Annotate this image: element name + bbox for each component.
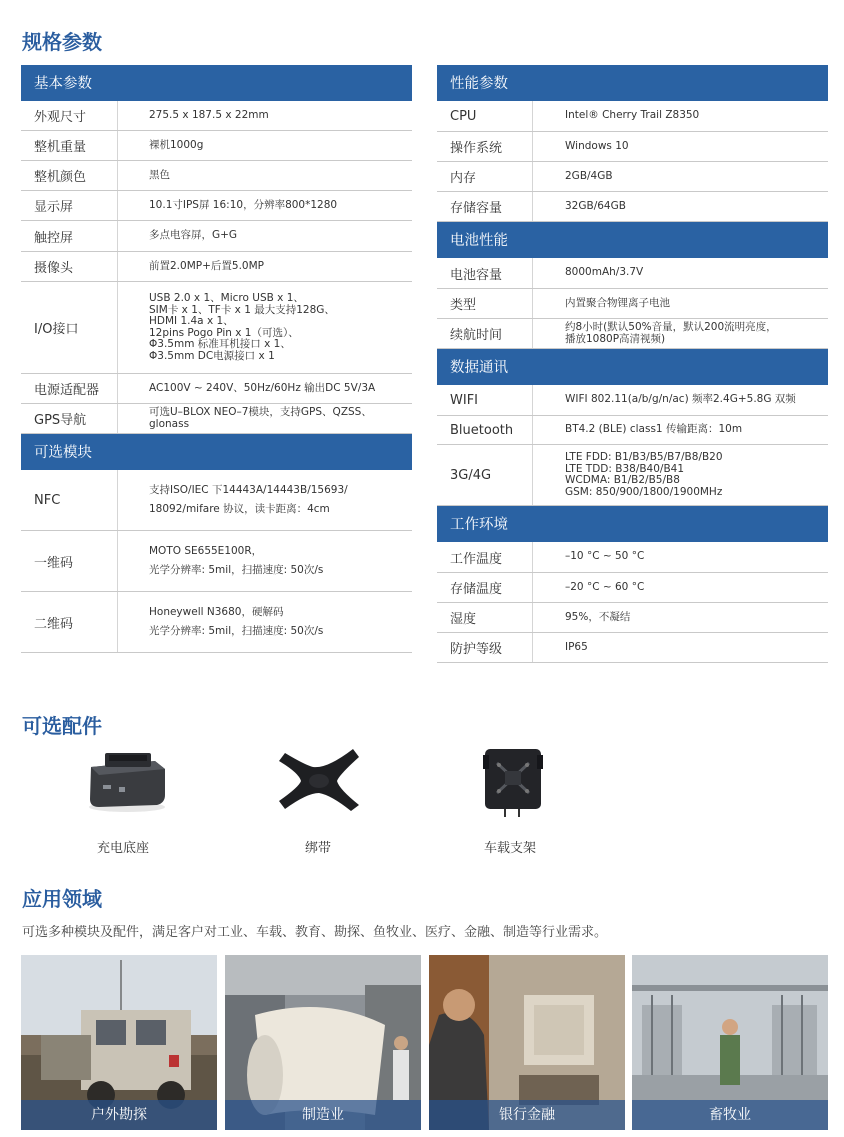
spec-value: 约8小时(默认50%音量，默认200流明亮度， 播放1080P高清视频) [565,321,777,345]
applications-title: 应用领域 [22,887,102,911]
spec-value: 32GB/64GB [565,199,626,212]
spec-key: 整机重量 [21,131,118,160]
spec-row [21,404,412,434]
spec-row [21,252,412,282]
spec-value: 前置2.0MP+后置5.0MP [149,259,264,272]
spec-key: 防护等级 [437,633,533,662]
spec-row [21,592,412,653]
spec-key: NFC [21,470,118,530]
spec-row [437,573,828,603]
spec-row [437,416,828,445]
spec-key: 电源适配器 [21,374,118,403]
page-title: 规格参数 [22,30,102,54]
spec-value: 内置聚合物锂离子电池 [565,296,670,309]
basic-params-table [21,101,412,434]
spec-row [437,192,828,222]
spec-value: 支持ISO/IEC 下14443A/14443B/15693/ 18092/mifare 协议，读卡距离：4cm [149,484,348,515]
spec-row [437,162,828,192]
spec-key: 摄像头 [21,252,118,281]
spec-row [437,258,828,289]
spec-value: 2GB/4GB [565,169,613,182]
spec-key: I/O接口 [21,282,118,373]
spec-key: 存储温度 [437,573,533,602]
spec-value: Windows 10 [565,139,629,152]
application-label: 制造业 [225,1100,421,1130]
spec-value: 8000mAh/3.7V [565,266,644,279]
accessory-charging-dock [85,745,170,856]
comms-table [437,385,828,506]
spec-row [437,385,828,416]
optional-modules-table [21,470,412,653]
applications-description: 可选多种模块及配件，满足客户对工业、车载、教育、勘探、鱼牧业、医疗、金融、制造等行业需求。 [22,925,608,940]
spec-key: 显示屏 [21,191,118,220]
spec-row [437,319,828,349]
spec-key: GPS导航 [21,404,118,433]
spec-key: 二维码 [21,592,118,652]
spec-value: AC100V ~ 240V、50Hz/60Hz 输出DC 5V/3A [149,381,376,394]
spec-value: MOTO SE655E100R， 光学分辨率: 5mil，扫描速度: 50次/s [149,545,324,576]
spec-value: USB 2.0 x 1、Micro USB x 1、 SIM卡 x 1、TF卡 x 1 最大支持128G、 HDMI 1.4a x 1、 12pins Pogo Pin x 1（可选）、 Φ3.5mm 标准耳机接口 x 1、 Φ3.5mm DC电源接口 x 1 [149,292,335,362]
accessory-label: 车载支架 [484,841,537,856]
performance-header: 性能参数 [437,65,828,101]
spec-key: CPU [437,101,533,131]
spec-key: 3G/4G [437,445,533,505]
environment-header: 工作环境 [437,506,828,542]
accessories-title: 可选配件 [22,714,102,738]
spec-key: Bluetooth [437,416,533,444]
charging-dock-image [85,745,170,815]
spec-row [21,531,412,592]
spec-row [21,221,412,252]
spec-value: 275.5 x 187.5 x 22mm [149,108,269,121]
spec-row [21,282,412,374]
spec-key: 存储容量 [437,192,533,221]
spec-row [21,101,412,131]
application-livestock [632,955,828,1130]
spec-value: 可选U–BLOX NEO–7模块，支持GPS、QZSS、glonass [149,406,372,430]
battery-table [437,258,828,349]
spec-key: 电池容量 [437,258,533,288]
spec-value: 95%，不凝结 [565,610,631,623]
application-manufacturing [225,955,421,1130]
spec-row [437,445,828,506]
spec-row [21,131,412,161]
spec-key: 操作系统 [437,132,533,161]
hand-strap-image [275,745,365,815]
accessory-label: 充电底座 [97,841,150,856]
spec-key: 触控屏 [21,221,118,251]
spec-value: WIFI 802.11(a/b/g/n/ac) 频率2.4G+5.8G 双频 [565,393,796,406]
spec-value: IP65 [565,640,588,653]
spec-key: 外观尺寸 [21,101,118,130]
spec-row [437,101,828,132]
environment-table [437,542,828,663]
performance-table [437,101,828,222]
spec-key: 续航时间 [437,319,533,348]
vehicle-mount-image [475,745,550,820]
accessory-vehicle-mount [475,745,550,856]
application-label: 户外勘探 [21,1100,217,1130]
spec-key: 整机颜色 [21,161,118,190]
comms-header: 数据通讯 [437,349,828,385]
accessory-label: 绑带 [305,841,332,856]
application-label: 银行金融 [429,1100,625,1130]
application-label: 畜牧业 [632,1100,828,1130]
spec-row [437,633,828,663]
spec-key: WIFI [437,385,533,415]
spec-value: Honeywell N3680，硬解码 光学分辨率: 5mil，扫描速度: 50次/s [149,606,324,637]
spec-key: 湿度 [437,603,533,632]
spec-value: 黑色 [149,168,170,181]
battery-header: 电池性能 [437,222,828,258]
spec-value: 裸机1000g [149,138,204,151]
spec-row [437,132,828,162]
spec-key: 一维码 [21,531,118,591]
spec-value: 10.1寸IPS屏 16:10，分辨率800*1280 [149,198,338,211]
optional-modules-header: 可选模块 [21,434,412,470]
spec-value: LTE FDD: B1/B3/B5/B7/B8/B20 LTE TDD: B38/B40/B41 WCDMA: B1/B2/B5/B8 GSM: 850/900/1800/1900MHz [565,451,723,498]
spec-row [21,470,412,531]
spec-row [21,191,412,221]
spec-key: 工作温度 [437,542,533,572]
spec-value: –20 °C ~ 60 °C [565,580,645,593]
spec-row [437,603,828,633]
spec-value: BT4.2 (BLE) class1 传输距离：10m [565,423,743,436]
application-outdoor-exploration [21,955,217,1130]
spec-key: 内存 [437,162,533,191]
spec-row [437,542,828,573]
spec-column-left [21,65,412,653]
spec-value: Intel® Cherry Trail Z8350 [565,109,700,122]
spec-key: 类型 [437,289,533,318]
spec-column-right [437,65,828,663]
spec-row [21,161,412,191]
spec-row [21,374,412,404]
spec-row [437,289,828,319]
spec-value: 多点电容屏，G+G [149,229,238,242]
spec-value: –10 °C ~ 50 °C [565,550,645,563]
application-banking [429,955,625,1130]
accessory-hand-strap [275,745,365,856]
basic-params-header: 基本参数 [21,65,412,101]
